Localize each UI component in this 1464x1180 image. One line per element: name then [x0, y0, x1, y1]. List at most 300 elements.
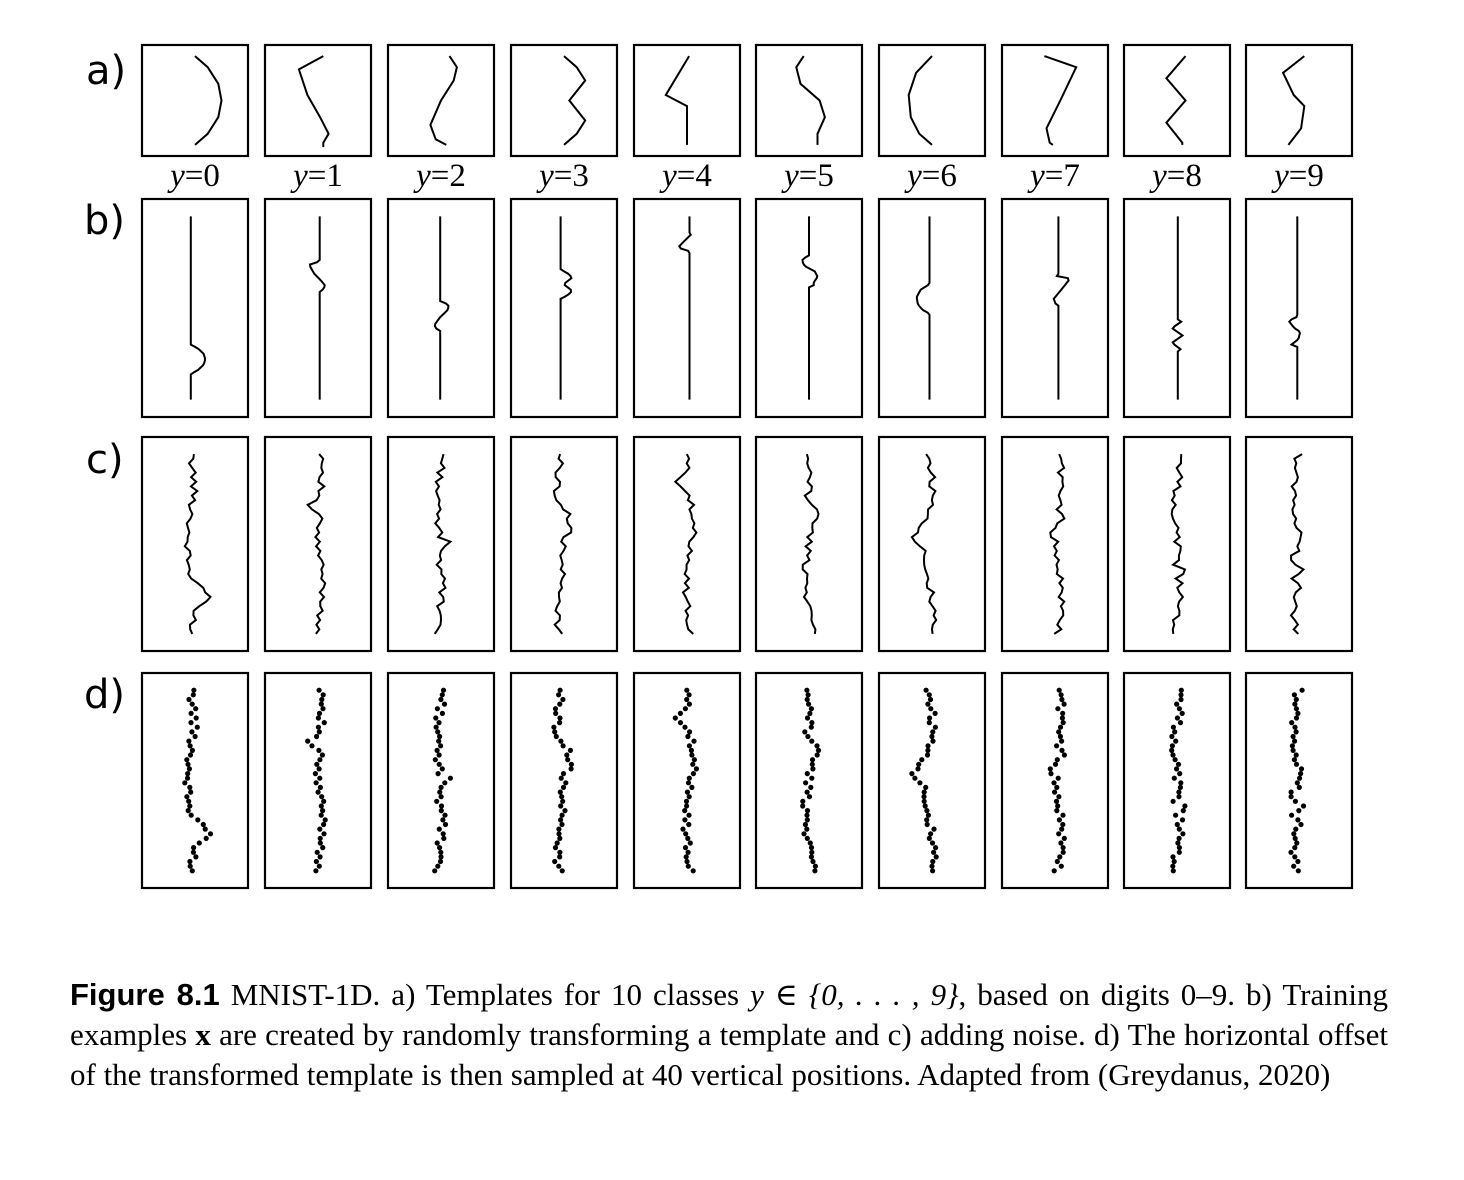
class-label-1 [290, 158, 343, 194]
transformed-curve-5 [803, 216, 818, 399]
sample-dot [558, 790, 563, 795]
sample-dot [810, 859, 815, 864]
sample-dot [1062, 836, 1067, 841]
sample-dot [925, 822, 930, 827]
sample-dot [687, 776, 692, 781]
sample-dot [316, 790, 321, 795]
sample-dot [556, 827, 561, 832]
sample-dot [319, 702, 324, 707]
template-panel-0 [142, 45, 248, 156]
sample-dot [556, 692, 561, 697]
sample-dot [186, 739, 191, 744]
sample-dot [921, 794, 926, 799]
sample-dot [557, 702, 562, 707]
sample-dot [1056, 776, 1061, 781]
sample-dot [684, 859, 689, 864]
sample-dot [815, 752, 820, 757]
sample-dot [208, 831, 213, 836]
sample-dot [557, 850, 562, 855]
sample-dot [317, 688, 322, 693]
sample-dot [553, 711, 558, 716]
sample-dot [317, 757, 322, 762]
sample-dot [686, 780, 691, 785]
sample-dot [930, 739, 935, 744]
sample-dot [807, 794, 812, 799]
sample-dot [1295, 780, 1300, 785]
sample-dot [1060, 822, 1065, 827]
sample-dot [189, 729, 194, 734]
sample-dot [1054, 785, 1059, 790]
sample-dot [1294, 840, 1299, 845]
class-label-5 [781, 158, 834, 194]
sample-dot [559, 776, 564, 781]
noisy-curve-0 [185, 454, 211, 634]
sample-dot [1058, 725, 1063, 730]
sample-dot [1051, 780, 1056, 785]
sample-dot [556, 864, 561, 869]
sample-dot [805, 734, 810, 739]
sample-dot [1057, 817, 1062, 822]
sample-dot [442, 702, 447, 707]
sample-dot [203, 827, 208, 832]
sample-dot [435, 864, 440, 869]
sample-dot [805, 817, 810, 822]
sample-dot [1170, 854, 1175, 859]
sample-dot [1182, 803, 1187, 808]
caption-text-2: , based on digits 0–9. b) Training examples [70, 977, 1388, 1052]
sample-dot [1059, 739, 1064, 744]
sample-dot [806, 692, 811, 697]
class-label-digit: 7 [1063, 158, 1080, 194]
sample-dot [558, 803, 563, 808]
sample-dot [686, 850, 691, 855]
class-label-digit: 0 [203, 158, 220, 194]
transformed-curve-9 [1289, 216, 1300, 399]
sample-dot [316, 748, 321, 753]
sample-dot [187, 859, 192, 864]
sample-dot [687, 743, 692, 748]
sample-dot [560, 799, 565, 804]
sample-dot [194, 715, 199, 720]
sample-dot [440, 766, 445, 771]
class-label-var: y [170, 158, 185, 194]
transformed-panel-6 [879, 199, 985, 417]
sample-dot [195, 725, 200, 730]
sample-dot [1176, 762, 1181, 767]
sample-dot [1180, 831, 1185, 836]
sample-dot [1177, 827, 1182, 832]
class-label-eq: = [676, 158, 696, 194]
sample-dot [436, 739, 441, 744]
sample-dot [314, 734, 319, 739]
sample-dot [554, 734, 559, 739]
class-label-row [167, 158, 1324, 194]
sample-dot [1056, 729, 1061, 734]
sample-dot [435, 840, 440, 845]
class-label-digit: 5 [817, 158, 834, 194]
sample-dot [1061, 850, 1066, 855]
class-label-eq: = [1044, 158, 1064, 194]
sample-dot [1292, 725, 1297, 730]
sample-dot [927, 836, 932, 841]
sample-dot [916, 762, 921, 767]
sample-dot [316, 725, 321, 730]
template-curve-7 [1044, 56, 1076, 145]
sample-dot [1288, 850, 1293, 855]
sample-dot [1295, 711, 1300, 716]
sample-dot [557, 836, 562, 841]
sample-dot [195, 817, 200, 822]
sample-dot [922, 790, 927, 795]
sample-dot [1292, 854, 1297, 859]
sample-dot [808, 785, 813, 790]
sample-dot [559, 822, 564, 827]
sample-dot [185, 776, 190, 781]
sample-dot [687, 702, 692, 707]
sample-dot [309, 743, 314, 748]
sample-dot [1061, 720, 1066, 725]
sample-dot [186, 697, 191, 702]
sample-dot [320, 706, 325, 711]
sample-dot [919, 757, 924, 762]
sample-dot [912, 776, 917, 781]
template-curve-6 [909, 56, 932, 145]
sample-dot [436, 771, 441, 776]
sample-dot [317, 827, 322, 832]
sample-dot [1296, 808, 1301, 813]
sample-dot [437, 734, 442, 739]
sample-dot [685, 836, 690, 841]
class-label-var: y [1152, 158, 1167, 194]
template-curve-4 [666, 56, 689, 145]
sample-dot [930, 840, 935, 845]
sample-dot [1290, 743, 1295, 748]
class-label-0 [167, 158, 220, 194]
sample-dot [1059, 692, 1064, 697]
sample-dot [560, 868, 565, 873]
sample-dot [438, 743, 443, 748]
sample-dot [927, 692, 932, 697]
sample-dot [435, 729, 440, 734]
sample-dot [560, 697, 565, 702]
sampled-panel-6 [879, 673, 985, 888]
sample-dot [318, 785, 323, 790]
sample-dot [321, 692, 326, 697]
sample-dot [1173, 757, 1178, 762]
transformed-panel-7 [1002, 199, 1108, 417]
transformed-curve-8 [1173, 216, 1183, 399]
sample-dot [1179, 688, 1184, 693]
sample-dot [552, 729, 557, 734]
sample-dot [438, 850, 443, 855]
sample-dot [434, 799, 439, 804]
noisy-curve-7 [1050, 454, 1064, 634]
sample-dot [557, 854, 562, 859]
class-label-8 [1149, 158, 1202, 194]
sample-dot [808, 840, 813, 845]
sample-dot [559, 794, 564, 799]
sample-dot [933, 711, 938, 716]
sample-dot [694, 766, 699, 771]
sample-dot [685, 734, 690, 739]
sample-dot [188, 790, 193, 795]
sample-dot [317, 729, 322, 734]
sample-dot [922, 799, 927, 804]
sample-dot [933, 725, 938, 730]
sample-dot [1172, 729, 1177, 734]
sample-dot [810, 766, 815, 771]
sample-dot [1294, 715, 1299, 720]
sample-dot [1300, 688, 1305, 693]
class-label-4 [659, 158, 712, 194]
sample-dot [204, 836, 209, 841]
sample-dot [1292, 702, 1297, 707]
sample-dot [437, 790, 442, 795]
sample-dot [187, 785, 192, 790]
class-label-digit: 3 [572, 158, 589, 194]
sample-dot [1173, 739, 1178, 744]
sample-dot [201, 822, 206, 827]
sample-dot [1059, 827, 1064, 832]
sample-dot [805, 790, 810, 795]
sample-dot [800, 799, 805, 804]
sample-dot [805, 697, 810, 702]
sample-dot [928, 706, 933, 711]
sample-dot [553, 706, 558, 711]
sample-dot [1295, 859, 1300, 864]
sample-dot [1177, 771, 1182, 776]
sample-dot [1059, 748, 1064, 753]
noisy-curve-6 [912, 454, 936, 634]
sample-dot [1172, 776, 1177, 781]
sample-dot [1177, 836, 1182, 841]
template-curve-8 [1166, 56, 1185, 145]
sample-dot [319, 813, 324, 818]
sample-dot [1171, 868, 1176, 873]
sample-dot [568, 748, 573, 753]
sample-dot [187, 766, 192, 771]
transformed-curve-6 [917, 216, 930, 399]
sample-dot [565, 757, 570, 762]
sample-dot [1289, 794, 1294, 799]
sample-dot [924, 688, 929, 693]
sample-dot [1289, 720, 1294, 725]
sample-dot [1060, 711, 1065, 716]
sample-dot [684, 799, 689, 804]
sample-dot [678, 711, 683, 716]
class-label-var: y [907, 158, 922, 194]
sample-dot [1056, 831, 1061, 836]
row-label-a: a) [86, 48, 127, 94]
sample-dot [440, 817, 445, 822]
class-label-var: y [539, 158, 554, 194]
template-curve-1 [299, 56, 329, 147]
sample-dot [1055, 859, 1060, 864]
sample-dot [1052, 868, 1057, 873]
sample-dot [562, 808, 567, 813]
class-label-eq: = [921, 158, 941, 194]
sample-dot [686, 813, 691, 818]
sample-dot [313, 771, 318, 776]
sample-dot [558, 817, 563, 822]
sample-dot [1177, 850, 1182, 855]
noisy-panel-6 [879, 437, 985, 651]
sample-dot [683, 845, 688, 850]
sample-dot [561, 785, 566, 790]
sample-dot [925, 748, 930, 753]
sample-dot [1293, 799, 1298, 804]
sample-dot [193, 734, 198, 739]
noisy-curve-4 [675, 454, 696, 634]
sample-dot [925, 743, 930, 748]
class-label-2 [413, 158, 466, 194]
sample-dot [805, 808, 810, 813]
sample-dot [687, 692, 692, 697]
sample-dot [314, 780, 319, 785]
sample-dot [1058, 734, 1063, 739]
sample-dot [319, 697, 324, 702]
sample-dot [437, 845, 442, 850]
sample-dot [680, 827, 685, 832]
sample-dot [1054, 808, 1059, 813]
template-curve-3 [564, 56, 585, 145]
sample-dot [441, 836, 446, 841]
sample-dot [320, 808, 325, 813]
sample-dot [927, 720, 932, 725]
sample-dot [1298, 822, 1303, 827]
sample-dot [1060, 715, 1065, 720]
sample-dot [926, 813, 931, 818]
sample-dot [191, 850, 196, 855]
caption-math-x: x [195, 1017, 211, 1052]
figure-caption [70, 975, 1388, 1095]
sample-dot [317, 711, 322, 716]
sample-dot [197, 840, 202, 845]
sample-dot [806, 702, 811, 707]
sample-dot [560, 813, 565, 818]
sample-dot [188, 743, 193, 748]
sample-dot [1057, 688, 1062, 693]
sample-dot [925, 702, 930, 707]
sample-dot [558, 739, 563, 744]
sample-dot [812, 868, 817, 873]
sample-dot [1292, 739, 1297, 744]
sample-dot [923, 803, 928, 808]
sample-dot [441, 688, 446, 693]
sample-dot [1058, 840, 1063, 845]
sample-dot [1055, 757, 1060, 762]
sample-dot [313, 868, 318, 873]
class-label-digit: 1 [326, 158, 343, 194]
noisy-curve-8 [1172, 454, 1185, 634]
sample-dot [191, 688, 196, 693]
sample-dot [1054, 743, 1059, 748]
class-label-digit: 6 [940, 158, 957, 194]
row-label-d: d) [84, 672, 125, 718]
sample-dot [683, 706, 688, 711]
transformed-panel-4 [634, 199, 740, 417]
sample-dot [320, 752, 325, 757]
sample-dot [1055, 706, 1060, 711]
class-label-eq: = [430, 158, 450, 194]
sample-dot [1298, 771, 1303, 776]
transformed-panel-3 [511, 199, 617, 417]
class-label-digit: 4 [695, 158, 712, 194]
sample-dot [1291, 864, 1296, 869]
sample-dot [188, 864, 193, 869]
sample-dot [433, 715, 438, 720]
sample-dot [1178, 720, 1183, 725]
sample-dot [801, 831, 806, 836]
sample-dot [1170, 752, 1175, 757]
sample-dot [433, 757, 438, 762]
class-label-9 [1271, 158, 1324, 194]
sample-dot [804, 827, 809, 832]
sample-dot [317, 766, 322, 771]
sample-dot [805, 715, 810, 720]
sample-dot [305, 739, 310, 744]
sample-dot [1294, 729, 1299, 734]
sample-dot [315, 850, 320, 855]
sample-dot [690, 762, 695, 767]
transformed-curve-2 [435, 216, 448, 399]
sample-dot [186, 808, 191, 813]
sample-dot [909, 771, 914, 776]
sample-dot [316, 715, 321, 720]
sample-dot [1294, 706, 1299, 711]
class-label-eq: = [798, 158, 818, 194]
sample-dot [1048, 771, 1053, 776]
sample-dot [931, 827, 936, 832]
sample-dot [193, 854, 198, 859]
sample-dot [439, 785, 444, 790]
sample-dot [558, 688, 563, 693]
sample-dot [1295, 817, 1300, 822]
row-label-b: b) [84, 198, 125, 244]
sample-dot [1053, 762, 1058, 767]
sample-dot [1176, 790, 1181, 795]
template-curve-9 [1283, 56, 1304, 145]
sample-dot [692, 757, 697, 762]
sample-dot [569, 766, 574, 771]
sample-dot [1299, 766, 1304, 771]
sample-dot [1177, 845, 1182, 850]
sample-dot [689, 748, 694, 753]
sample-dot [561, 743, 566, 748]
sample-dot [1060, 813, 1065, 818]
transformed-panel-9 [1246, 199, 1352, 417]
class-label-7 [1027, 158, 1080, 194]
sample-dot [930, 729, 935, 734]
sample-dot [440, 692, 445, 697]
sample-dot [561, 771, 566, 776]
transformed-panel-0 [142, 199, 248, 417]
sample-dot [686, 822, 691, 827]
sample-dot [928, 831, 933, 836]
sample-dot [810, 757, 815, 762]
sample-dot [813, 864, 818, 869]
template-panel-3 [511, 45, 617, 156]
sample-dot [443, 822, 448, 827]
sample-dot [1289, 813, 1294, 818]
sample-dot [688, 840, 693, 845]
sample-dot [678, 720, 683, 725]
caption-math-set: y ∈ {0, . . . , 9} [750, 977, 959, 1012]
sample-dot [569, 762, 574, 767]
sample-dot [809, 854, 814, 859]
sample-dot [557, 715, 562, 720]
sample-dot [563, 780, 568, 785]
